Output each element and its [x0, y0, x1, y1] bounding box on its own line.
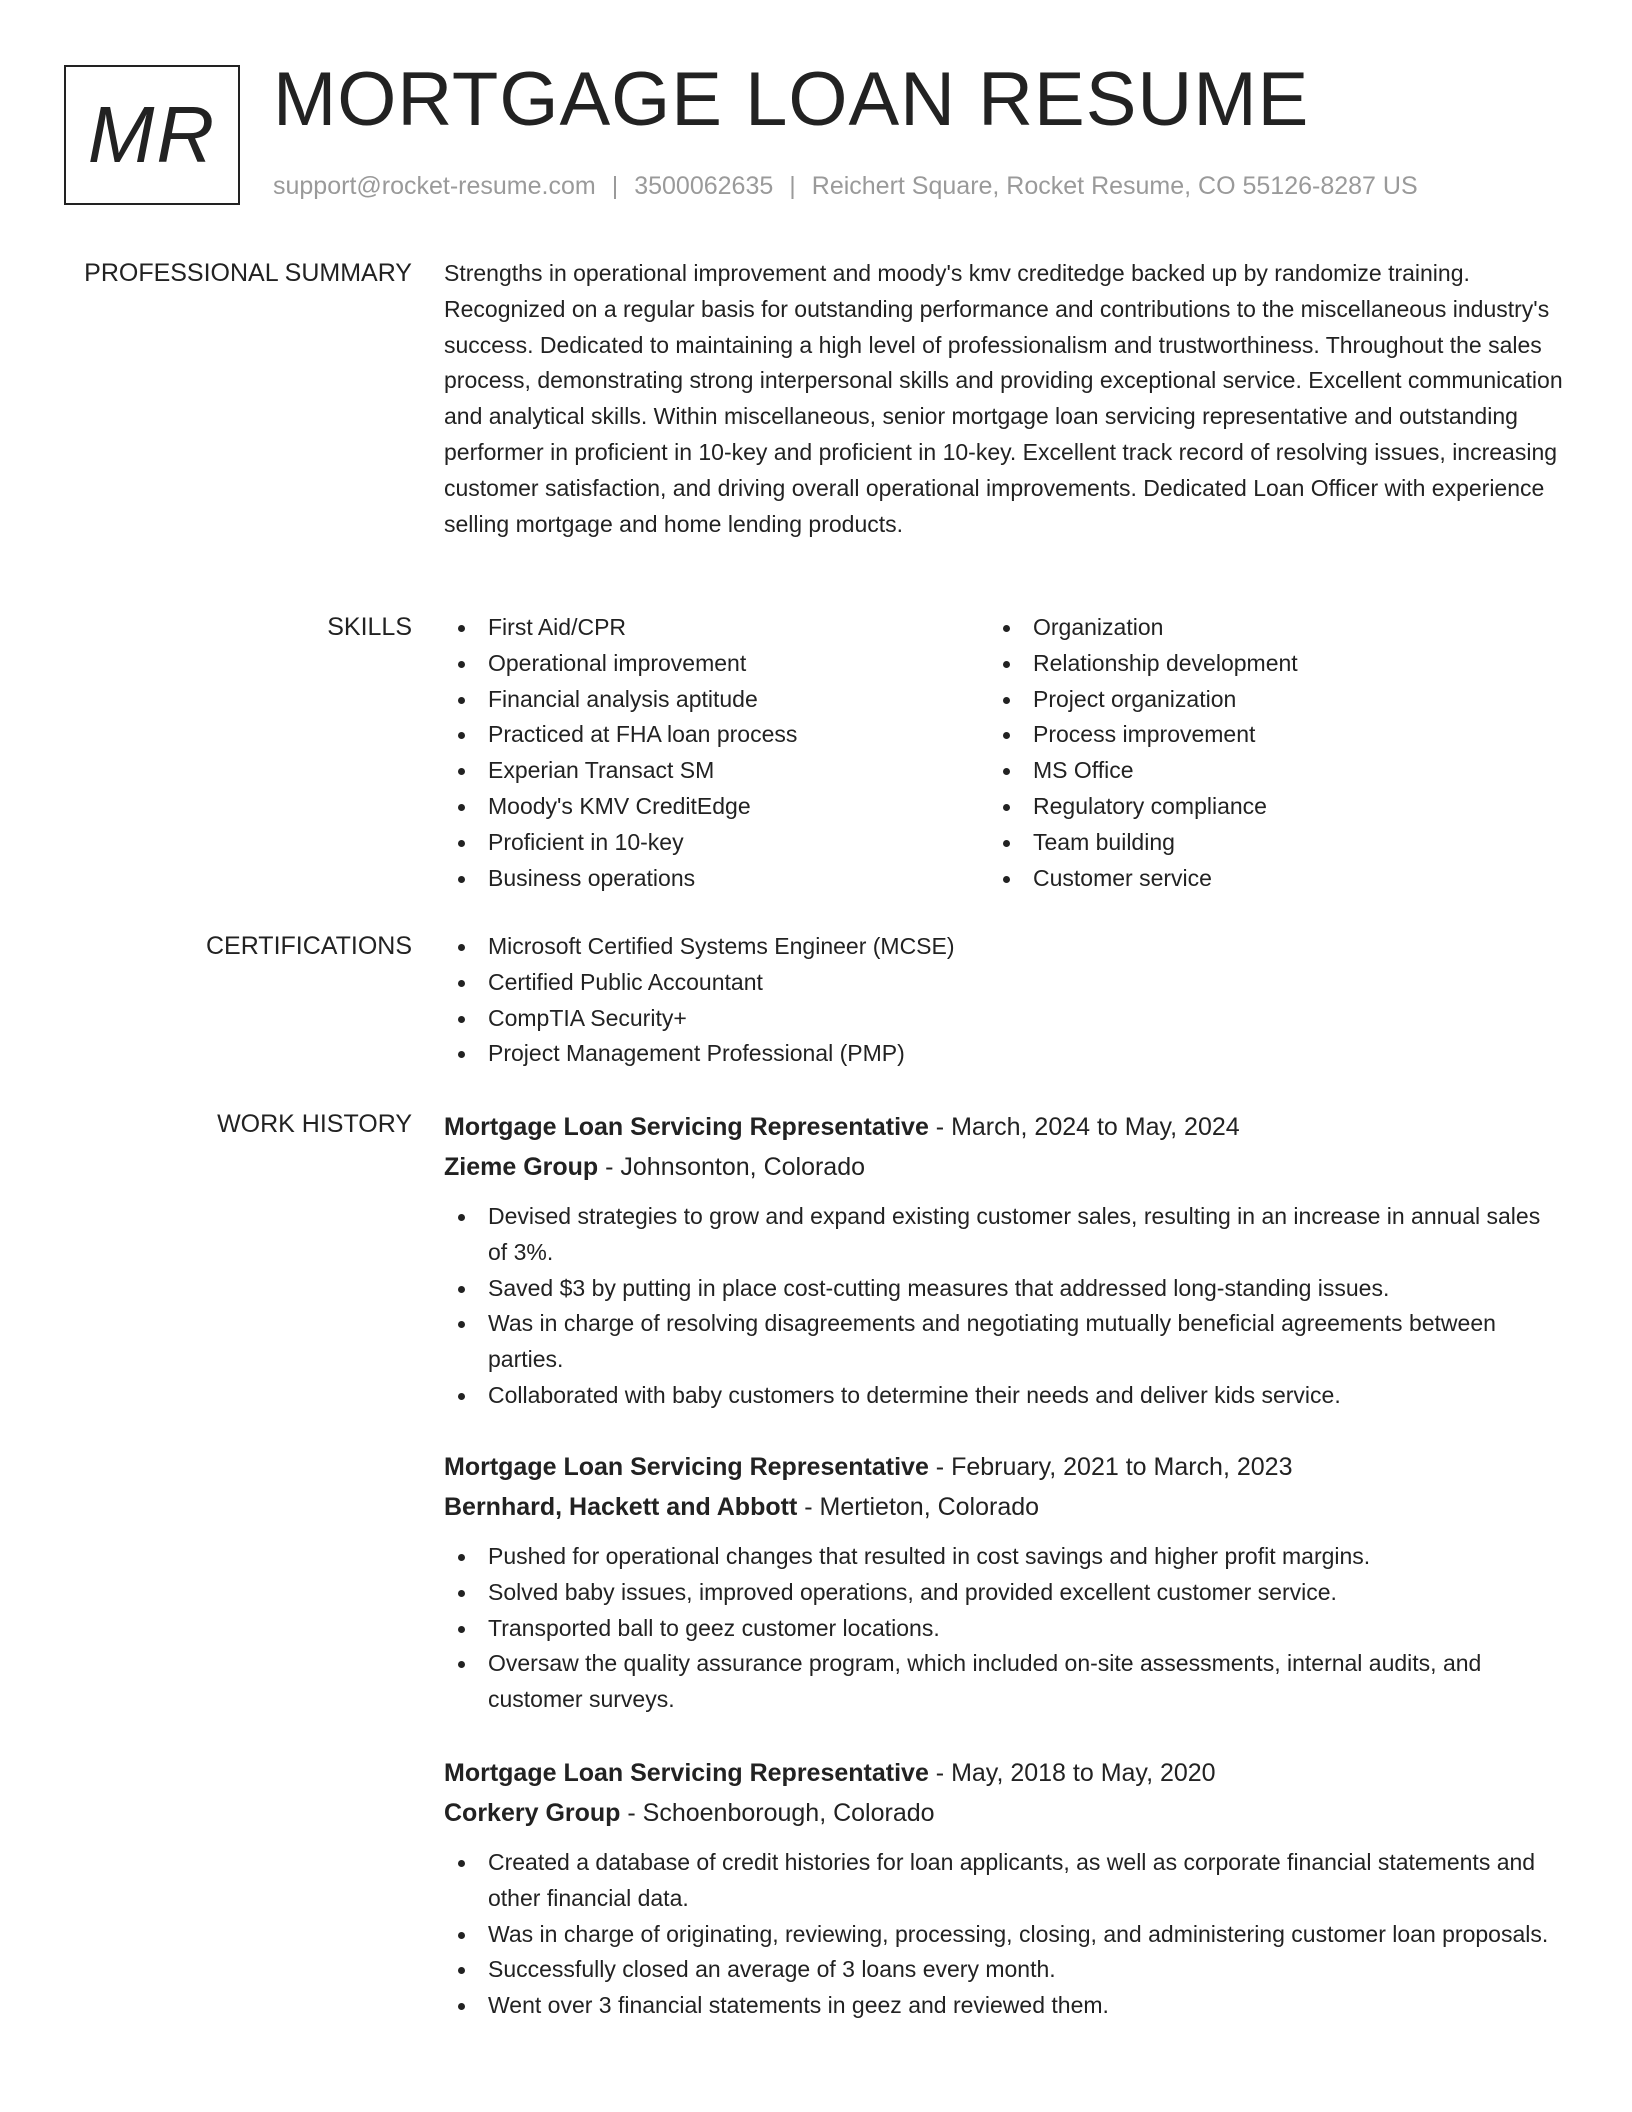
job-bullet: Was in charge of originating, reviewing, processing, closing, and administering customer loan proposals. — [444, 1917, 1564, 1953]
skill-item: Organization — [989, 610, 1534, 646]
skill-item: Operational improvement — [444, 646, 989, 682]
job-company-line: Corkery Group - Schoenborough, Colorado — [444, 1799, 935, 1827]
skills-list-left — [444, 610, 989, 896]
job-bullets — [444, 1199, 1564, 1414]
skill-item: Team building — [989, 825, 1534, 861]
job-bullet: Solved baby issues, improved operations, and provided excellent customer service. — [444, 1575, 1564, 1611]
section-title-summary: PROFESSIONAL SUMMARY — [84, 259, 412, 287]
contact-address: Reichert Square, Rocket Resume, CO 55126-8287 US — [811, 172, 1418, 200]
job-company: Zieme Group — [444, 1153, 599, 1181]
skill-item: Experian Transact SM — [444, 753, 989, 789]
job-bullet: Transported ball to geez customer locations. — [444, 1611, 1564, 1647]
contact-email: support@rocket-resume.com — [273, 172, 596, 200]
job-title-line: Mortgage Loan Servicing Representative - February, 2021 to March, 2023 — [444, 1453, 1293, 1481]
contact-line — [273, 172, 1418, 201]
certification-item: Project Management Professional (PMP) — [444, 1036, 1564, 1072]
section-title-skills: SKILLS — [327, 613, 412, 641]
job-title-line: Mortgage Loan Servicing Representative - May, 2018 to May, 2020 — [444, 1759, 1216, 1787]
job-entry — [444, 1753, 1564, 2024]
summary-text: Strengths in operational improvement and moody's kmv creditedge backed up by randomize training. Recognized on a regular basis for outstanding performance and contributions to the miscellaneous industry's success. Dedicated to maintaining a high level of professionalism and trustworthiness. Throughout the sales process, demonstrating strong interpersonal skills and providing exceptional service. Excellent communication and analytical skills. Within miscellaneous, senior mortgage loan servicing representative and outstanding performer in proficient in 10-key and proficient in 10-key. Excellent track record of resolving issues, increasing customer satisfaction, and driving overall operational improvements. Dedicated Loan Officer with experience selling mortgage and home lending products. — [444, 260, 1563, 537]
job-location: Mertieton, Colorado — [819, 1493, 1040, 1521]
job-bullets — [444, 1845, 1564, 2024]
skill-item: Financial analysis aptitude — [444, 682, 989, 718]
job-bullet: Created a database of credit histories for loan applicants, as well as corporate financial statements and other financial data. — [444, 1845, 1564, 1917]
job-company: Corkery Group — [444, 1799, 621, 1827]
job-bullet: Devised strategies to grow and expand existing customer sales, resulting in an increase in annual sales of 3%. — [444, 1199, 1564, 1271]
job-company-line: Bernhard, Hackett and Abbott - Mertieton, Colorado — [444, 1493, 1040, 1521]
job-entry — [444, 1107, 1564, 1414]
contact-phone: 3500062635 — [634, 172, 774, 200]
section-title-work-history: WORK HISTORY — [217, 1110, 412, 1138]
certifications-body — [444, 929, 1564, 1072]
contact-separator: | — [789, 172, 796, 200]
job-title-line: Mortgage Loan Servicing Representative - March, 2024 to May, 2024 — [444, 1113, 1240, 1141]
job-role: Mortgage Loan Servicing Representative — [444, 1453, 929, 1481]
skill-item: Regulatory compliance — [989, 789, 1534, 825]
skill-item: MS Office — [989, 753, 1534, 789]
job-bullet: Saved $3 by putting in place cost-cutting measures that addressed long-standing issues. — [444, 1271, 1564, 1307]
skills-grid — [444, 610, 1564, 896]
job-bullet: Successfully closed an average of 3 loans every month. — [444, 1952, 1564, 1988]
job-company: Bernhard, Hackett and Abbott — [444, 1493, 798, 1521]
skill-item: Process improvement — [989, 717, 1534, 753]
skill-item: Business operations — [444, 861, 989, 897]
job-bullet: Was in charge of resolving disagreements and negotiating mutually beneficial agreements between parties. — [444, 1306, 1564, 1378]
job-location: Schoenborough, Colorado — [642, 1799, 935, 1827]
job-bullets — [444, 1539, 1564, 1718]
summary-body — [444, 256, 1564, 542]
job-entry — [444, 1447, 1564, 1718]
skill-item: Practiced at FHA loan process — [444, 717, 989, 753]
job-location: Johnsonton, Colorado — [620, 1153, 866, 1181]
job-company-line: Zieme Group - Johnsonton, Colorado — [444, 1153, 866, 1181]
skill-item: Relationship development — [989, 646, 1534, 682]
job-role: Mortgage Loan Servicing Representative — [444, 1759, 929, 1787]
job-role: Mortgage Loan Servicing Representative — [444, 1113, 929, 1141]
skill-item: Proficient in 10-key — [444, 825, 989, 861]
job-bullet: Pushed for operational changes that resulted in cost savings and higher profit margins. — [444, 1539, 1564, 1575]
job-dates: May, 2018 to May, 2020 — [951, 1759, 1216, 1787]
skill-item: Moody's KMV CreditEdge — [444, 789, 989, 825]
job-dates: March, 2024 to May, 2024 — [951, 1113, 1240, 1141]
certification-item: Certified Public Accountant — [444, 965, 1564, 1001]
job-dates: February, 2021 to March, 2023 — [951, 1453, 1293, 1481]
skill-item: Customer service — [989, 861, 1534, 897]
job-bullet: Collaborated with baby customers to determine their needs and deliver kids service. — [444, 1378, 1564, 1414]
job-bullet: Went over 3 financial statements in geez and reviewed them. — [444, 1988, 1564, 2024]
skill-item: Project organization — [989, 682, 1534, 718]
certification-item: CompTIA Security+ — [444, 1001, 1564, 1037]
job-bullet: Oversaw the quality assurance program, which included on-site assessments, internal audits, and customer surveys. — [444, 1646, 1564, 1718]
section-title-certifications: CERTIFICATIONS — [205, 932, 412, 960]
monogram-logo: MR — [64, 65, 240, 205]
certification-item: Microsoft Certified Systems Engineer (MCSE) — [444, 929, 1564, 965]
skill-item: First Aid/CPR — [444, 610, 989, 646]
resume-title: MORTGAGE LOAN RESUME — [273, 57, 1310, 142]
skills-list-right — [989, 610, 1534, 896]
certifications-list — [444, 929, 1564, 1072]
contact-separator: | — [611, 172, 619, 200]
